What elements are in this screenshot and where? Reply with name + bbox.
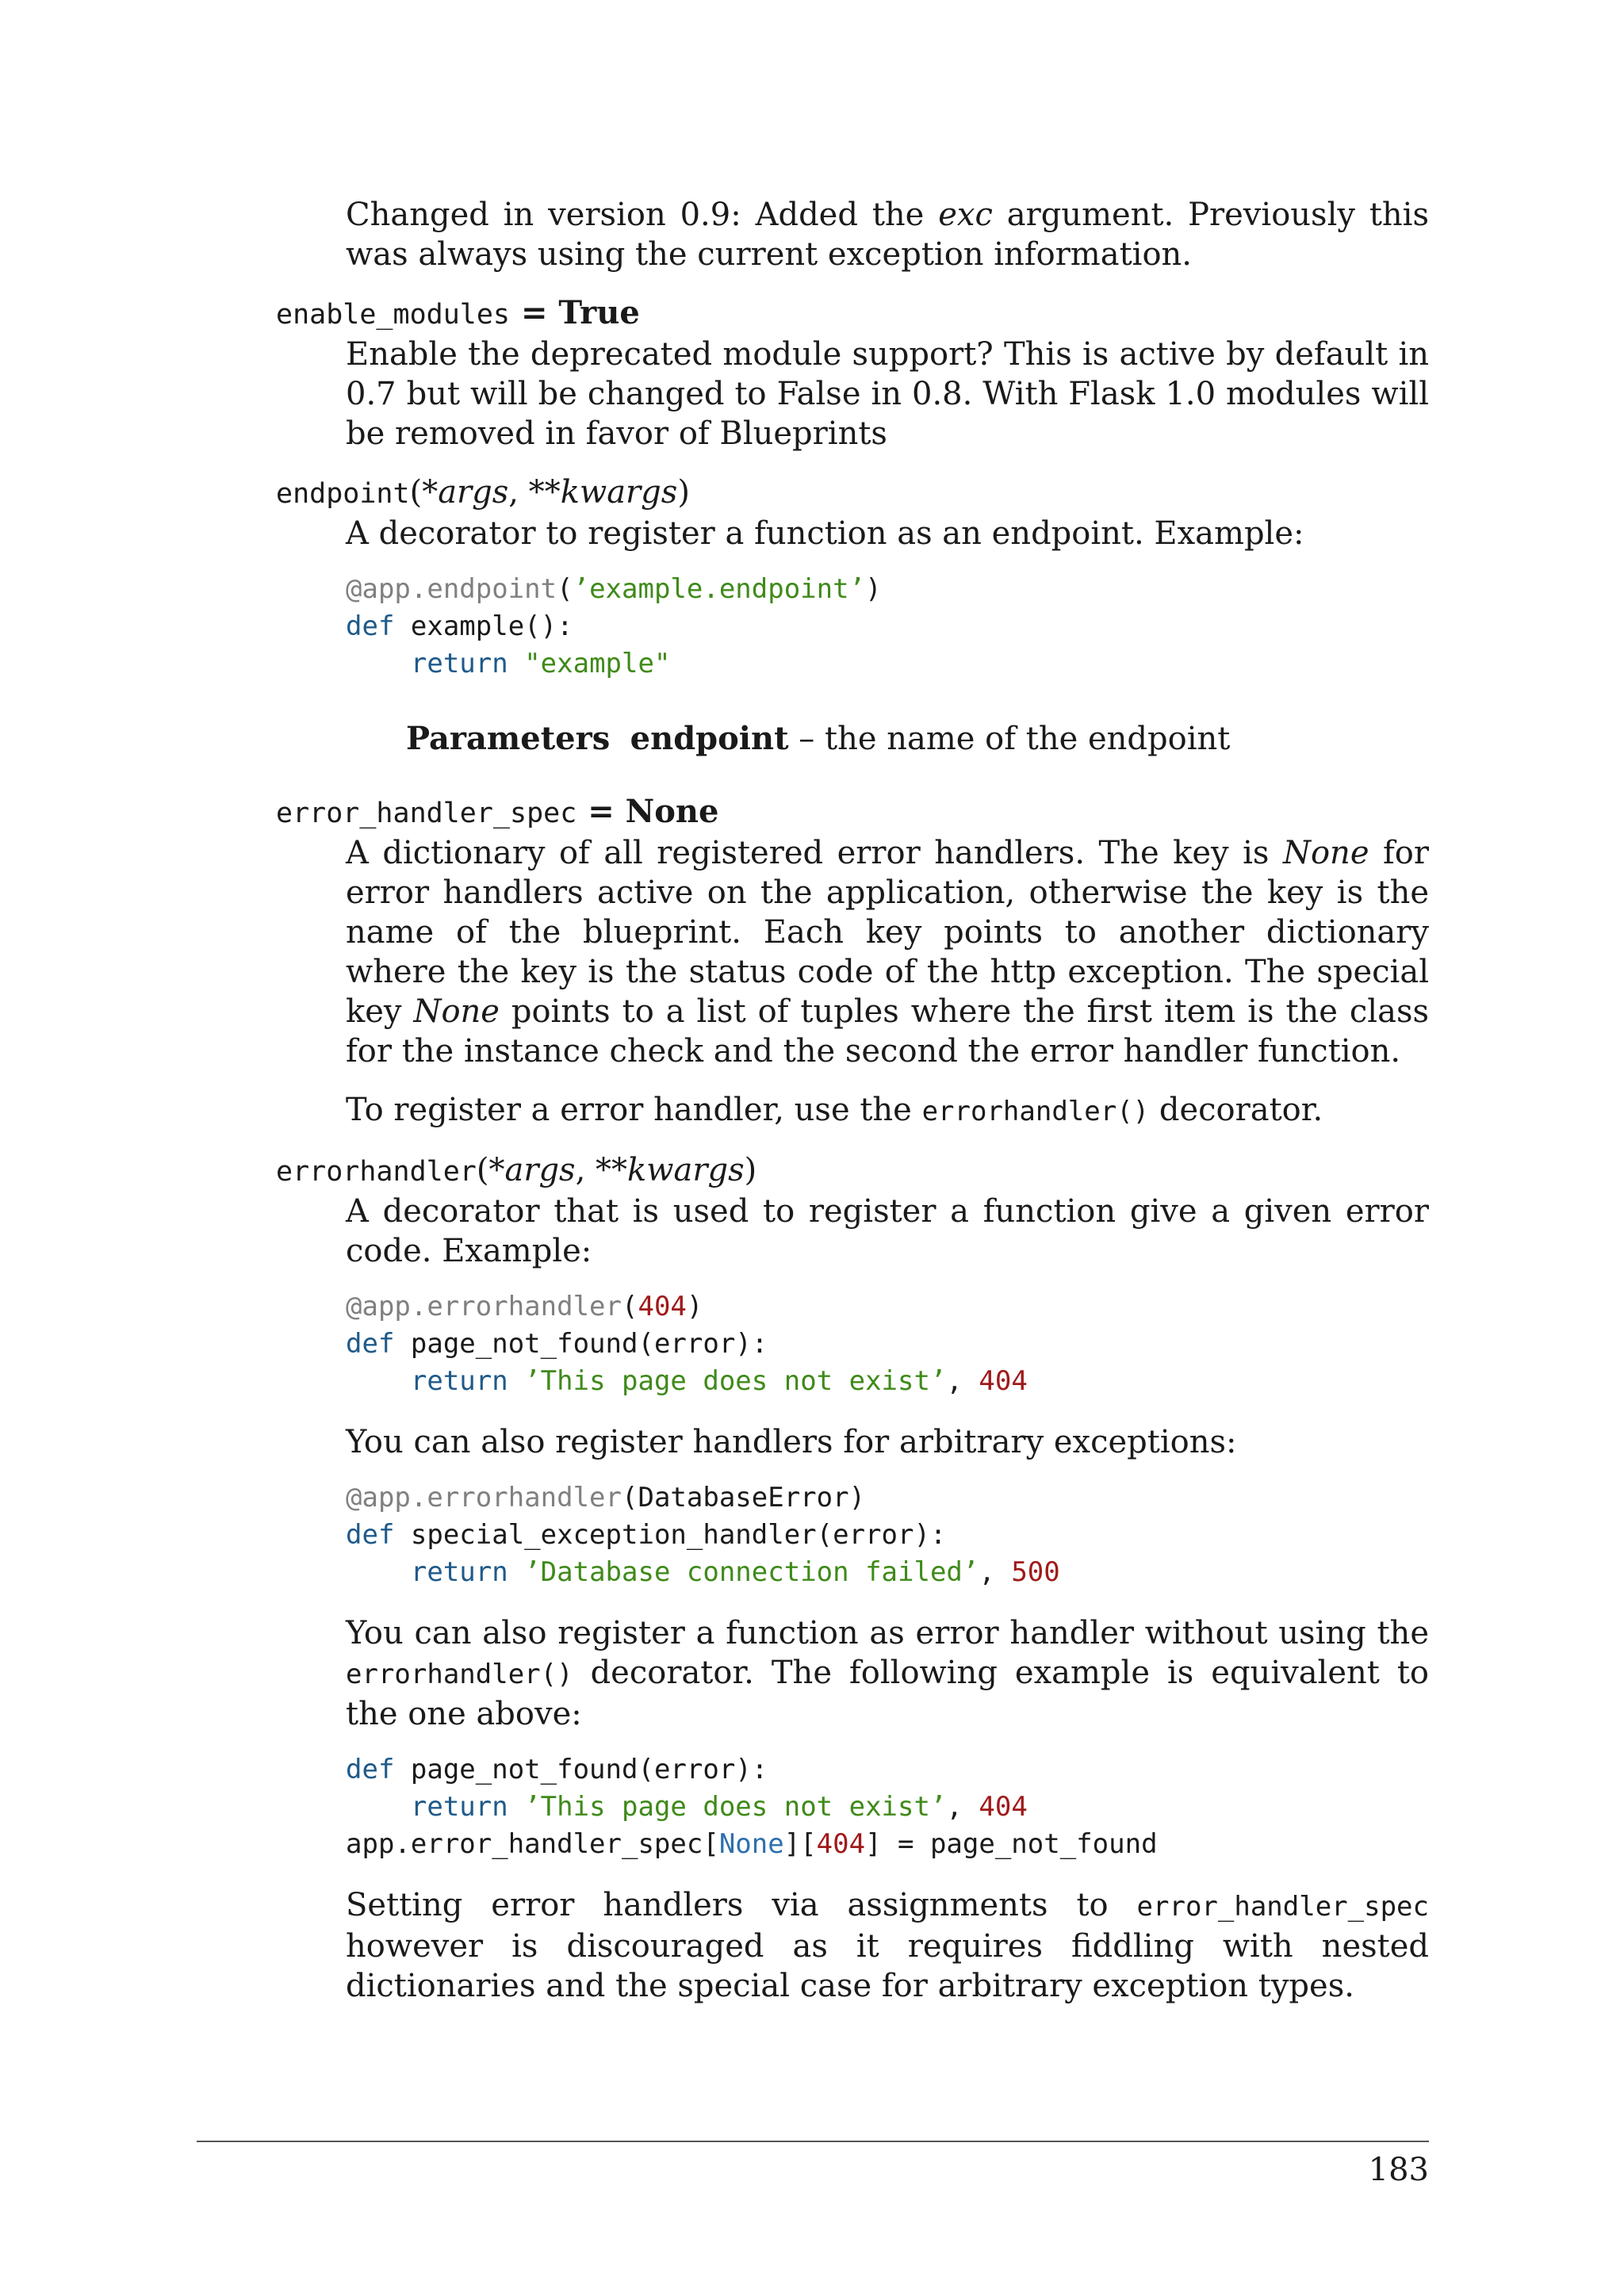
- code-keyword: def: [346, 1754, 395, 1785]
- code-space: [508, 1791, 524, 1823]
- code-block: [346, 1479, 1429, 1591]
- code-text: page_not_found(error):: [394, 1754, 768, 1785]
- param-kwargs: **kwargs: [596, 1152, 745, 1188]
- note-text: argument. Previously this was always using the current exception information.: [346, 197, 1429, 273]
- desc-emphasis: None: [413, 993, 500, 1030]
- also-register-text: You can also register handlers for arbitrary exceptions:: [346, 1424, 1237, 1460]
- attribute-signature: [276, 293, 1429, 335]
- code-space: [508, 1365, 524, 1397]
- code-space: [508, 648, 524, 679]
- version-change-note: [346, 195, 1429, 274]
- page-number: 183: [1368, 2152, 1429, 2188]
- code-string: ’Database connection failed’: [524, 1556, 979, 1588]
- code-punct: ,: [979, 1556, 1012, 1588]
- code-text: example():: [394, 610, 573, 642]
- code-keyword: def: [346, 1519, 395, 1551]
- code-punct: (: [557, 573, 573, 605]
- code-punct: (: [622, 1291, 638, 1322]
- code-text: page_not_found(error):: [394, 1328, 768, 1360]
- code-punct: ,: [946, 1365, 979, 1397]
- register-note: [346, 1090, 1429, 1131]
- entry-error-handler-spec: [276, 792, 1429, 1131]
- code-text: ] = page_not_found: [865, 1828, 1158, 1860]
- code-keyword: return: [410, 648, 508, 679]
- note-text: Changed in version 0.9: Added the: [346, 197, 939, 233]
- param-separator: ,: [575, 1152, 596, 1188]
- code-punct: ,: [946, 1791, 979, 1823]
- equals-sign: =: [510, 294, 559, 331]
- entry-errorhandler: [276, 1150, 1429, 2006]
- code-keyword: return: [410, 1365, 508, 1397]
- attribute-name: enable_modules: [276, 299, 511, 331]
- note-text: To register a error handler, use the: [346, 1092, 922, 1128]
- code-string: ’This page does not exist’: [524, 1791, 947, 1823]
- code-indent: [346, 1791, 411, 1823]
- param-separator: ,: [508, 474, 529, 511]
- attribute-signature: [276, 792, 1429, 833]
- code-indent: [346, 1365, 411, 1397]
- code-text: app.error_handler_spec[: [346, 1828, 719, 1860]
- parameter-name: endpoint: [630, 720, 789, 757]
- code-text: (DatabaseError): [622, 1482, 866, 1513]
- code-number: 404: [979, 1791, 1028, 1823]
- desc-emphasis: None: [1282, 835, 1369, 871]
- code-string: "example": [524, 648, 671, 679]
- attribute-value: None: [625, 793, 719, 830]
- code-block: [346, 1751, 1429, 1863]
- attribute-body: [346, 833, 1429, 1131]
- code-number: 404: [979, 1365, 1028, 1397]
- without-decorator-text: [346, 1613, 1429, 1734]
- code-string: ’example.endpoint’: [573, 573, 866, 605]
- code-indent: [346, 648, 411, 679]
- code-punct: ): [865, 573, 882, 605]
- code-number: 404: [638, 1291, 687, 1322]
- code-builtin: None: [718, 1828, 784, 1860]
- attribute-value: True: [558, 294, 640, 331]
- code-number: 404: [816, 1828, 866, 1860]
- code-punct: ): [686, 1291, 703, 1322]
- method-signature: [276, 1150, 1429, 1192]
- method-body: [346, 1192, 1429, 2006]
- entry-enable-modules: [276, 293, 1429, 453]
- assignment-warning-text: [346, 1885, 1429, 2006]
- note-text: however is discouraged as it requires fiddling with nested dictionaries and the special case for arbitrary exception types.: [346, 1928, 1429, 2004]
- paren: ): [677, 474, 690, 511]
- code-space: [508, 1556, 524, 1588]
- paren: (: [409, 474, 423, 511]
- code-punct: ][: [783, 1828, 817, 1860]
- code-keyword: return: [410, 1791, 508, 1823]
- note-text: Setting error handlers via assignments to: [346, 1887, 1137, 1923]
- method-description: A decorator that is used to register a function give a given error code. Example:: [346, 1193, 1429, 1269]
- errorhandler-reference-link[interactable]: errorhandler(): [346, 1659, 573, 1690]
- method-description: A decorator to register a function as an endpoint. Example:: [346, 515, 1304, 552]
- paren: ): [744, 1152, 757, 1188]
- desc-text: for error handlers active on the application, otherwise the key is the name of the blueprint. Each key points to another dictionary where the key is the status code of the http exception. The special key: [346, 835, 1429, 1030]
- code-indent: [346, 1556, 411, 1588]
- attribute-description: Enable the deprecated module support? This is active by default in 0.7 but will be changed to False in 0.8. With Flask 1.0 modules will be removed in favor of Blueprints: [346, 336, 1429, 452]
- footer-rule: [197, 2141, 1429, 2142]
- entry-endpoint: [276, 473, 1429, 759]
- note-text: You can also register a function as error handler without using the: [346, 1615, 1429, 1651]
- code-number: 500: [1011, 1556, 1060, 1588]
- method-signature: [276, 473, 1429, 514]
- error-handler-spec-reference-link[interactable]: error_handler_spec: [1136, 1891, 1429, 1923]
- errorhandler-reference-link[interactable]: errorhandler(): [921, 1096, 1150, 1127]
- paren: (: [476, 1152, 489, 1188]
- code-keyword: def: [346, 1328, 395, 1360]
- note-text: decorator.: [1149, 1092, 1323, 1128]
- attribute-name: error_handler_spec: [276, 798, 577, 829]
- parameters-label: Parameters: [406, 720, 611, 757]
- desc-text: A dictionary of all registered error handlers. The key is: [346, 835, 1283, 871]
- parameters-field: [406, 719, 1429, 759]
- param-args: *args: [422, 474, 509, 511]
- desc-text: points to a list of tuples where the first item is the class for the instance check and the second the error handler function.: [346, 993, 1429, 1070]
- code-keyword: return: [410, 1556, 508, 1588]
- param-args: *args: [488, 1152, 576, 1188]
- code-text: special_exception_handler(error):: [394, 1519, 947, 1551]
- code-string: ’This page does not exist’: [524, 1365, 947, 1397]
- param-kwargs: **kwargs: [528, 474, 678, 511]
- note-emphasis: exc: [938, 197, 993, 233]
- parameter-description: – the name of the endpoint: [788, 721, 1231, 757]
- attribute-description: [346, 833, 1429, 1071]
- method-body: [346, 514, 1429, 759]
- code-keyword: def: [346, 610, 395, 642]
- note-text: decorator. The following example is equivalent to the one above:: [346, 1655, 1429, 1732]
- equals-sign: =: [576, 793, 626, 830]
- code-block: [346, 1288, 1429, 1400]
- method-name: endpoint: [276, 478, 410, 510]
- api-docs-content: [276, 195, 1429, 2006]
- method-name: errorhandler: [276, 1156, 477, 1188]
- code-block: [346, 571, 1429, 683]
- code-decorator: @app.errorhandler: [346, 1482, 622, 1513]
- code-decorator: @app.endpoint: [346, 573, 557, 605]
- code-decorator: @app.errorhandler: [346, 1291, 622, 1322]
